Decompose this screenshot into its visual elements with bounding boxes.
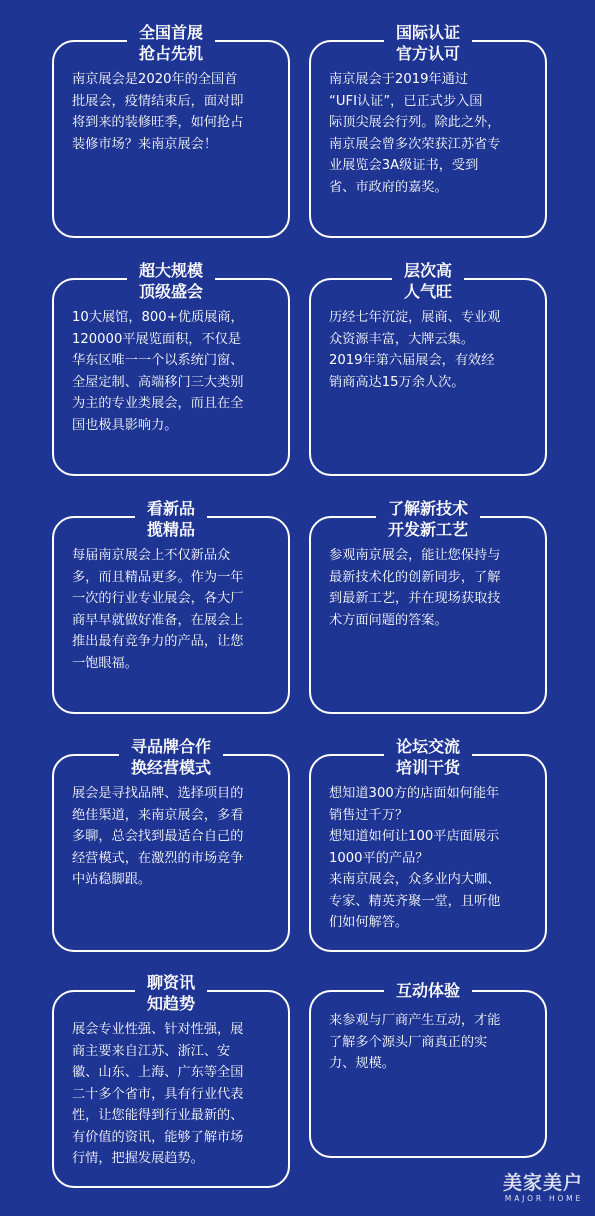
card-popularity — [309, 261, 547, 476]
card-body: 想知道300方的店面如何能年 销售过千万？ 想知道如何让100平店面展示 1000平的产品？ 来南京展会，众多业内大咖、 专家、精英齐聚一堂，且听他 们如何解答。 — [329, 786, 501, 930]
card-title-line1: 互动体验 — [395, 981, 460, 1000]
card-body: 历经七年沉淀，展商、专业观 众资源丰富，大牌云集。 2019年第六届展会，有效经 销商高达15万余人次。 — [329, 310, 501, 390]
card-title-line1: 看新品 — [146, 499, 195, 518]
card-title-line2: 抢占先机 — [138, 44, 203, 63]
card-title-line1: 寻品牌合作 — [130, 737, 211, 756]
card-new-products — [52, 499, 290, 714]
card-title-line1: 论坛交流 — [395, 737, 460, 756]
card-body: 10大展馆，800+优质展商， 120000平展览面积，不仅是 华东区唯一一个以系统门窗、 全屋定制、高端移门三大类别 为主的专业类展会，而且在全 国也极具影响力。 — [72, 310, 244, 433]
card-title-line1: 全国首展 — [138, 23, 203, 42]
brand-name-en: MAJOR HOME — [504, 1194, 583, 1203]
card-title — [376, 498, 480, 540]
card-body: 来参观与厂商产生互动，才能 了解多个源头厂商真正的实 力、规模。 — [329, 1013, 501, 1071]
card-new-technology — [309, 499, 547, 714]
card-interactive-experience — [309, 981, 547, 1158]
card-title-line1: 超大规模 — [138, 261, 203, 280]
card-title-line2: 培训干货 — [395, 758, 460, 777]
card-body: 展会是寻找品牌、选择项目的 绝佳渠道，来南京展会，多看 多聊，总会找到最适合自己的 经营模式，在激烈的市场竞争 中站稳脚跟。 — [72, 786, 244, 887]
brand-watermark — [503, 1172, 583, 1204]
card-title — [384, 736, 472, 778]
card-forum-exchange — [309, 737, 547, 952]
card-large-scale — [52, 261, 290, 476]
card-title — [392, 260, 464, 302]
card-title — [127, 260, 215, 302]
card-title-line2: 知趋势 — [146, 994, 195, 1013]
card-title — [384, 22, 472, 64]
card-title-line2: 官方认可 — [395, 44, 460, 63]
card-industry-news — [52, 973, 290, 1188]
card-title — [135, 498, 207, 540]
card-title-line1: 了解新技术 — [387, 499, 468, 518]
card-body: 南京展会是2020年的全国首 批展会，疫情结束后，面对即 将到来的装修旺季，如何抢占 装修市场？来南京展会！ — [72, 72, 244, 152]
card-title — [135, 972, 207, 1014]
card-international-certification — [309, 23, 547, 238]
card-title-line1: 层次高 — [403, 261, 452, 280]
card-body: 南京展会于2019年通过 “UFI认证”，已正式步入国 际顶尖展会行列。除此之外， 南京展会曾多次荣获江苏省专 业展览会3A级证书，受到 省、市政府的嘉奖。 — [329, 72, 501, 195]
card-title-line2: 揽精品 — [146, 520, 195, 539]
brand-name-cn: 美家美户 — [502, 1172, 583, 1194]
card-title — [384, 980, 472, 1001]
card-brand-cooperation — [52, 737, 290, 952]
card-title — [119, 736, 223, 778]
card-title — [127, 22, 215, 64]
card-body: 每届南京展会上不仅新品众 多，而且精品更多。作为一年 一次的行业专业展会，各大厂 商早早就做好准备，在展会上 推出最有竞争力的产品，让您 一饱眼福。 — [72, 548, 244, 671]
card-title-line2: 开发新工艺 — [387, 520, 468, 539]
card-title-line2: 人气旺 — [403, 282, 452, 301]
card-title-line1: 国际认证 — [395, 23, 460, 42]
card-body: 参观南京展会，能让您保持与 最新技术化的创新同步，了解 到最新工艺，并在现场获取技 术方面问题的答案。 — [329, 548, 501, 628]
card-national-first-show — [52, 23, 290, 238]
card-title-line1: 聊资讯 — [146, 973, 195, 992]
card-body: 展会专业性强、针对性强，展 商主要来自江苏、浙江、安 徽、山东、上海、广东等全国 二十多个省市，具有行业代表 性，让您能得到行业最新的、 有价值的资讯，能够了解市场 行情，把握发展趋势。 — [72, 1022, 244, 1166]
card-title-line2: 顶级盛会 — [138, 282, 203, 301]
card-title-line2: 换经营模式 — [130, 758, 211, 777]
